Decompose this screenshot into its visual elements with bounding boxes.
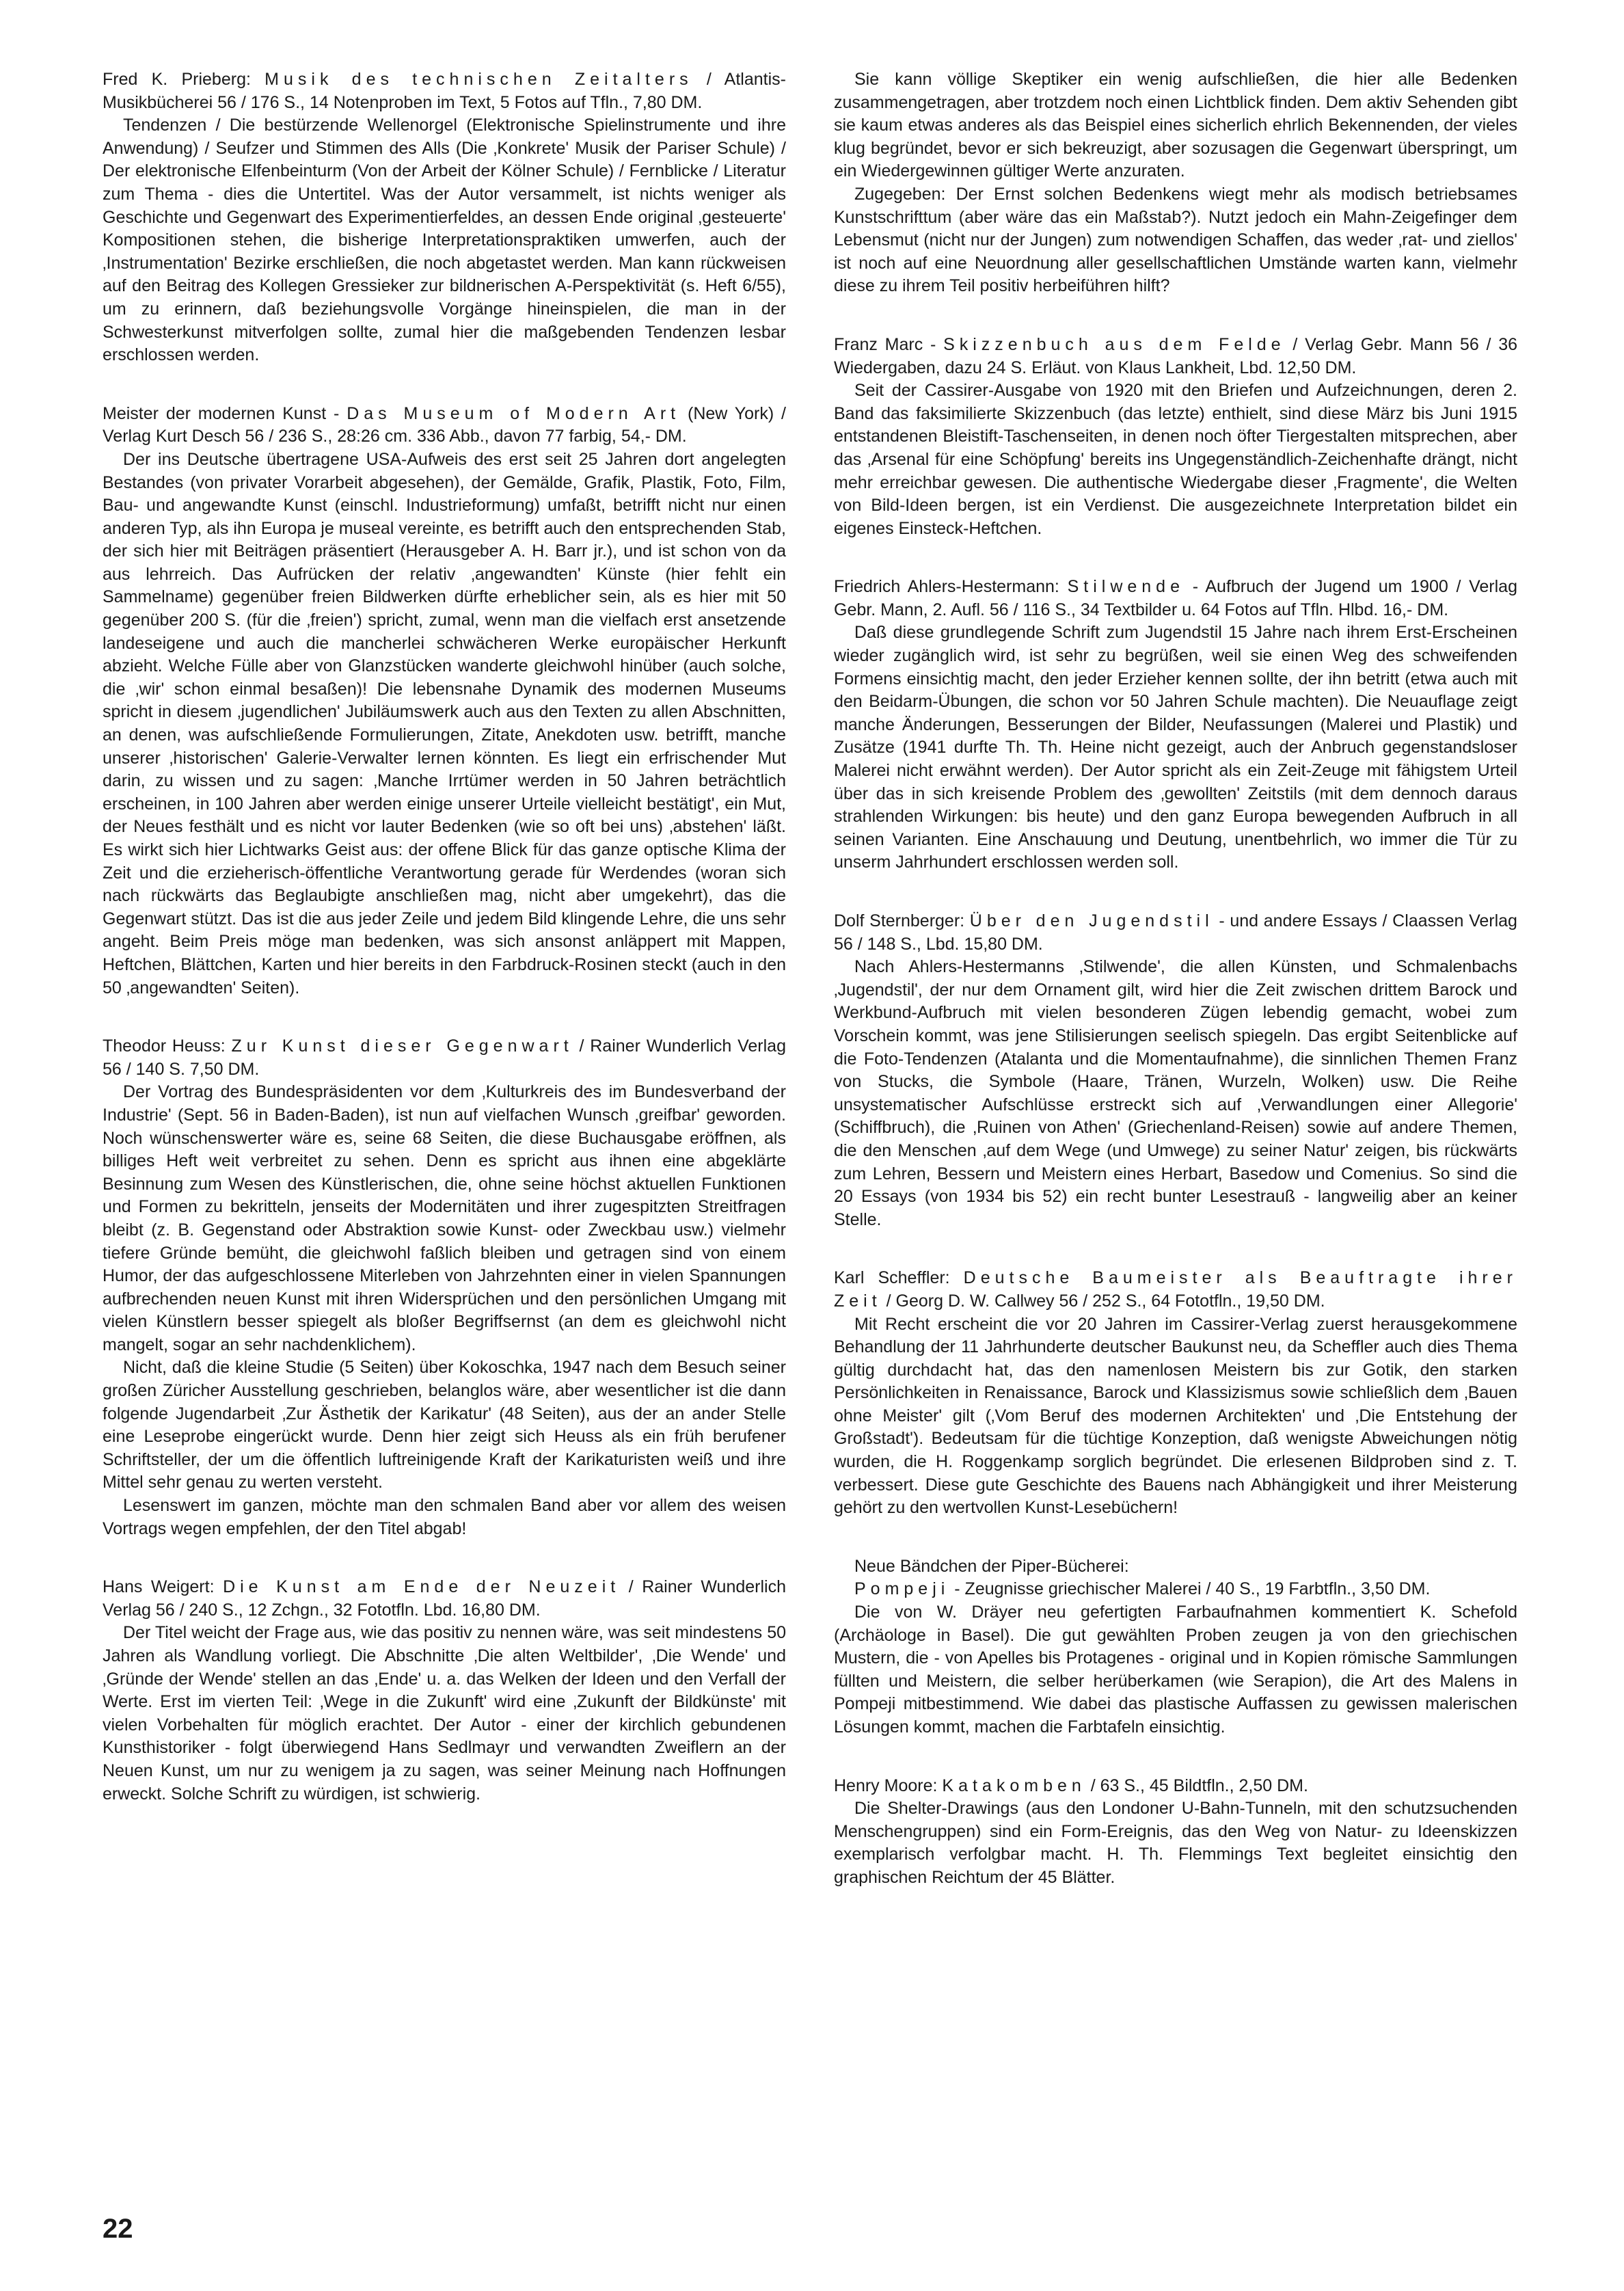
review-heading bbox=[834, 1775, 1517, 1798]
review-paragraph: Der Vortrag des Bundespräsidenten vor dem ‚Kulturkreis des im Bundesverband der Industrie' (Sept. 56 in Baden-Baden), ist nun auf vielfachen Wunsch ‚greifbar' geworden. Noch wünschenswerter wäre es, seine 68 Seiten, die diese Buchausgabe eröffnen, als billiges Heft weit verbreitet zu sehen. Denn es spricht aus ihnen eine abgeklärte Besinnung zum Wesen des Künstlerischen, die, ohne seine höchst aktuellen Funktionen und Formen zu bekritteln, jenseits der Modernitäten und ihrer zugespitzten Streitfragen bleibt (z. B. Gegenstand oder Abstraktion sowie Kunst- oder Zweckbau usw.) vielmehr tiefere Gründe bemüht, die gleichwohl faßlich bleiben und getragen sind von einem Humor, der das aufgeschlossene Miterleben von Jahrzehnten einer in vielen Spannungen aufbrechenden neuen Kunst mit ihren Widersprüchen und den persönlichen Umgang mit vielen Künstlern besser spiegelt als bloßer Begriffsernst (an dem es gleichwohl nicht mangelt, sogar an sehr nachdenklichem). bbox=[103, 1082, 786, 1354]
review-heading bbox=[834, 576, 1517, 621]
review-entry bbox=[834, 68, 1517, 298]
review-publisher: (New York) / Verlag Kurt Desch 56 / 236 S., 28:26 cm. 336 Abb., davon 77 farbig, 54,- DM. bbox=[103, 403, 786, 446]
review-title: Skizzenbuch aus dem Felde bbox=[943, 334, 1286, 354]
review-entry bbox=[834, 910, 1517, 1231]
page-number: 22 bbox=[103, 2214, 133, 2244]
review-publisher: - Aufbruch der Jugend um 1900 / Verlag Gebr. Mann, 2. Aufl. 56 / 116 S., 34 Textbilder u. 64 Fotos auf Tfln. Hlbd. 16,- DM. bbox=[834, 577, 1517, 619]
right-column bbox=[834, 68, 1517, 1925]
review-paragraph: Nicht, daß die kleine Studie (5 Seiten) über Kokoschka, 1947 nach dem Besuch seiner großen Züricher Ausstellung geschrieben, belanglos wäre, aber wesentlicher ist die dann folgende Jugendarbeit ‚Zur Ästhetik der Karikatur' (48 Seiten), aus der an ander Stelle eine Leseprobe eingerückt wurde. Denn hier zeigt sich Heuss als ein früh berufener Schriftsteller, der um die öffentlich luftreinigende Kraft der Karikaturisten weiß und ihre Mittel sehr genau zu werten versteht. bbox=[103, 1358, 786, 1492]
review-author: Friedrich Ahlers-Hestermann: bbox=[834, 577, 1059, 597]
review-publisher: / Rainer Wunderlich Verlag 56 / 240 S., 12 Zchgn., 32 Fototfln. Lbd. 16,80 DM. bbox=[103, 1577, 787, 1620]
review-publisher: - und andere Essays / Claassen Verlag 56 / 148 S., Lbd. 15,80 DM. bbox=[834, 911, 1517, 954]
review-entry bbox=[103, 1576, 786, 1806]
review-heading bbox=[834, 334, 1517, 379]
review-heading bbox=[834, 1578, 1517, 1601]
review-author: Hans Weigert: bbox=[103, 1577, 215, 1597]
review-publisher: / Rainer Wunderlich Verlag 56 / 140 S. 7,50 DM. bbox=[103, 1036, 786, 1079]
review-title: Stilwende bbox=[1067, 577, 1185, 597]
review-author: Theodor Heuss: bbox=[103, 1036, 226, 1056]
review-author: Fred K. Prieberg: bbox=[103, 70, 251, 89]
review-paragraph: Daß diese grundlegende Schrift zum Jugendstil 15 Jahre nach ihrem Erst-Erscheinen wieder zugänglich wird, ist sehr zu begrüßen, weil sie einen Weg des schweifenden Formens einsichtig macht, den jeder Erzieher kennen sollte, der ihn betritt (etwa auch mit den Beidarm-Übungen, die schon vor 50 Jahren Schule machten). Die Neuauflage zeigt manche Änderungen, Besserungen der Bilder, Neufassungen (Malerei und Plastik) und Zusätze (1941 durfte Th. Th. Heine nicht gezeigt, auch der Anbruch gegenstandsloser Malerei nicht erwähnt werden). Der Autor spricht als ein Zeit-Zeuge mit fähigstem Urteil über das in sich kreisende Problem des ‚gewollten' Zeitstils (mit dem dennoch daraus strahlenden Wirkungen: bis heute) und den ganz Europa bewegenden Aufbruch in all seinen Varianten. Eine Anschauung und Deutung, unentbehrlich, wo immer die Tür zu unserm Jahrhundert erschlossen werden soll. bbox=[834, 623, 1517, 872]
review-entry bbox=[834, 1267, 1517, 1520]
review-author: Franz Marc - bbox=[834, 334, 936, 354]
review-author: Karl Scheffler: bbox=[834, 1268, 950, 1288]
review-title: Zur Kunst dieser Gegenwart bbox=[231, 1036, 573, 1056]
review-entry bbox=[834, 576, 1517, 874]
review-entry bbox=[834, 1555, 1517, 1739]
review-publisher: / 63 S., 45 Bildtfln., 2,50 DM. bbox=[1090, 1776, 1308, 1795]
review-paragraph: Sie kann völlige Skeptiker ein wenig aufschließen, die hier alle Bedenken zusammengetragen, aber trotzdem noch einen Lichtblick finden. Dem aktiv Sehenden gibt sie kaum etwas anderes als das Beispiel eines sicherlich ehrlich Bekennenden, der vieles klug begründet, bevor er sich bekreuzigt, aber sozusagen die Gegenwart überspringt, um ein Wiedergewinnen gültiger Werte anzuraten. bbox=[834, 70, 1517, 181]
review-paragraph: Der ins Deutsche übertragene USA-Aufweis des erst seit 25 Jahren dort angelegten Bestandes (von privater Vorarbeit abgesehen), der Gemälde, Grafik, Plastik, Foto, Film, Bau- und angewandte Kunst (einschl. Industrieformung) umfaßt, betrifft nicht nur einen anderen Typ, als ihn Europa je museal vereinte, es betrifft auch den entsprechenden Stab, der sich hier mit Beiträgen präsentiert (Herausgeber A. H. Barr jr.), und ist schon von da aus lehrreich. Das Aufrücken der relativ ‚angewandten' Künste (hier fehlt ein Sammelname) gegenüber freien Bildwerken dürfte erheblicher sein, als es hier mit 50 gegenüber 200 S. (für die ‚freien') spricht, zumal, wenn man die vielfach erst ansetzende landeseigene und auch die mancherlei schwächeren Werke europäischer Herkunft abzieht. Welche Fülle aber von Glanzstücken wanderte gleichwohl hinüber (auch solche, die ‚wir' schon einmal besaßen)! Die lebensnahe Dynamik des modernen Museums spricht in diesem ‚jugendlichen' Jubiläumswerk auch aus den Texten zu allen Abschnitten, an denen, was aufschließende Formulierungen, Zitate, Anekdoten usw. betrifft, manche unserer ‚historischen' Galerie-Verwalter lernen könnten. Es liegt ein erfrischender Mut darin, zu wissen und zu sagen: ‚Manche Irrtümer werden in 50 Jahren beträchtlich erscheinen, in 100 Jahren aber werden einige unserer Urteile vielleicht bestätigt', ein Mut, der Neues festhält und es nicht vor lauter Bedenken (wie so oft bei uns) ‚abstehen' läßt. Es wirkt sich hier Lichtwarks Geist aus: der offene Blick für das ganze optische Klima der Zeit und die erzieherisch-öffentliche Verantwortung gerade für Werdendes (woran sich nach rückwärts das Beglaubigte anschließen mag, nicht aber umgekehrt), das die Gegenwart stützt. Das ist die aus jeder Zeile und jedem Bild klingende Lehre, die uns sehr angeht. Beim Preis möge man bedenken, was sich ansonst anläppert mit Mappen, Heftchen, Blättchen, Karten und hier bereits in den Farbdruck-Rosinen steckt (auch in den 50 ‚angewandten' Seiten). bbox=[103, 449, 786, 997]
review-paragraph: Die von W. Dräyer neu gefertigten Farbaufnahmen kommentiert K. Schefold (Archäologe in Basel). Die gut gewählten Proben zeugen ja von den griechischen Mustern, die - von Apelles bis Protagenes - original und in Kopien römische Sammlungen füllten und Meistern, die selber herüberkamen (wie Serapion), die Art des Malens in Pompeji mitbestimmend. Wie dabei das plastische Auffassen zu gewissen malerischen Lösungen kommt, machen die Farbtafeln einsichtig. bbox=[834, 1603, 1517, 1737]
review-paragraph: Zugegeben: Der Ernst solchen Bedenkens wiegt mehr als modisch betriebsames Kunstschrifttum (aber wäre das ein Maßstab?). Nutzt jedoch ein Mahn-Zeigefinger dem Lebensmut (nicht nur der Jungen) zum notwendigen Schaffen, das weder ‚rat- und ziellos' ist noch auf eine Neuordnung aller gesellschaftlichen Umstände warten kann, vielmehr diese zu ihrem Teil positiv herbeiführen hilft? bbox=[834, 184, 1517, 296]
review-heading bbox=[834, 910, 1517, 956]
review-publisher: / Verlag Gebr. Mann 56 / 36 Wiedergaben, dazu 24 S. Erläut. von Klaus Lankheit, Lbd. 12,50 DM. bbox=[834, 334, 1517, 377]
review-paragraph: Der Titel weicht der Frage aus, wie das positiv zu nennen wäre, was seit mindestens 50 Jahren als Wandlung vorliegt. Die Abschnitte ‚Die alten Weltbilder', ‚Die Wende' und ‚Gründe der Wende' stellen an das ‚Ende' u. a. das Welken der Ideen und den Verfall der Werte. Erst im vierten Teil: ‚Wege in die Zukunft' wird eine ‚Zukunft der Bildkünste' mit vielen Vorbehalten für möglich erachtet. Der Autor - einer der kirchlich gebundenen Kunsthistoriker - folgt überwiegend Hans Sedlmayr und verwandten Zweiflern an der Neuen Kunst, um nur zu wenigem ja zu sagen, was seiner Meinung nach Hoffnungen erweckt. Solche Schrift zu würdigen, ist schwierig. bbox=[103, 1623, 786, 1804]
review-paragraph: Tendenzen / Die bestürzende Wellenorgel (Elektronische Spielinstrumente und ihre Anwendung) / Seufzer und Stimmen des Alls (Die ‚Konkrete' Musik der Pariser Schule) / Der elektronische Elfenbeinturm (Von der Arbeit der Kölner Schule) / Fernblicke / Literatur zum Thema - dies die Untertitel. Was der Autor versammelt, ist nichts weniger als Geschichte und Gegenwart des Experimentierfeldes, an dessen Ende original ‚gesteuerte' Kompositionen stehen, die bisherige Interpretationspraktiken umwerfen, auch der ‚Instrumentation' Bezirke erschließen, die noch abgetastet werden. Man kann rückweisen auf den Beitrag des Kollegen Gressieker zur bildnerischen A-Perspektivität (s. Heft 6/55), um zu erinnern, daß beziehungsvolle Vorgänge hineinspielen, die man in der Schwesterkunst mitverfolgen sollte, zumal hier die maßgebenden Tendenzen lesbar erschlossen werden. bbox=[103, 116, 786, 365]
review-entry bbox=[103, 1035, 786, 1540]
review-author: Dolf Sternberger: bbox=[834, 911, 965, 930]
review-heading bbox=[834, 1267, 1517, 1313]
review-title: Deutsche Baumeister als Beauftragte ihrer Zeit bbox=[834, 1268, 1517, 1311]
left-column bbox=[103, 68, 786, 1841]
review-publisher: / Georg D. W. Callwey 56 / 252 S., 64 Fototfln., 19,50 DM. bbox=[886, 1291, 1325, 1311]
review-paragraph: Seit der Cassirer-Ausgabe von 1920 mit den Briefen und Aufzeichnungen, deren 2. Band das faksimilierte Skizzenbuch (das letzte) enthielt, sind diese März bis Juni 1915 entstandenen Bleistift-Taschenseiten, in denen noch öfter Tiergestalten mitsprechen, aber das ‚Arsenal für eine Schöpfung' bereits ins Ungegenständlich-Zeichenhafte drängt, nicht mehr erreichbar gewesen. Die authentische Wiedergabe dieser ‚Fragmente', die Welten von Bild-Ideen bergen, ist ein Verdienst. Die ausgezeichnete Interpretation bildet ein eigenes Einsteck-Heftchen. bbox=[834, 381, 1517, 538]
review-title: Katakomben bbox=[942, 1776, 1086, 1795]
review-author: Henry Moore: bbox=[834, 1776, 938, 1795]
series-intro: Neue Bändchen der Piper-Bücherei: bbox=[854, 1556, 1129, 1576]
review-heading bbox=[103, 68, 786, 114]
review-title: Pompeji bbox=[854, 1579, 950, 1599]
review-title: Musik des technischen Zeitalters bbox=[265, 70, 693, 89]
review-heading bbox=[103, 403, 786, 448]
review-title: Die Kunst am Ende der Neuzeit bbox=[223, 1577, 621, 1597]
review-paragraph: Lesenswert im ganzen, möchte man den schmalen Band aber vor allem des weisen Vortrags wegen empfehlen, der den Titel abgab! bbox=[103, 1496, 786, 1538]
review-author: Meister der modernen Kunst - bbox=[103, 403, 340, 423]
review-heading bbox=[103, 1576, 786, 1622]
review-paragraph: Nach Ahlers-Hestermanns ‚Stilwende', die allen Künsten, und Schmalenbachs ‚Jugendstil', der nur dem Ornament gilt, wird hier die Zeit zwischen drittem Barock und Werkbund-Aufbruch mit vielen besonderen Zügen lebendig gemacht, wobei zum Vorschein kommt, was jene Stilisierungen seelisch spiegeln. Das ergibt Seitenblicke auf die Foto-Tendenzen (Atalanta und die Momentaufnahme), die sinnlichen Themen Franz von Stucks, die Symbole (Haare, Tränen, Wurzeln, Wolken) usw. Die Reihe unsystematischer Aufschlüsse erstreckt sich auf ‚Verwandlungen einer Allegorie' (Schiffbruch), die ‚Ruinen von Athen' (Griechenland-Reisen) sowie auf andere Themen, die den Menschen ‚auf dem Wege (und Umwege) zu seiner Natur' zeigen, bis rückwärts zum Lehren, Bessern und Meistern eines Herbart, Basedow und Comenius. So sind die 20 Essays (von 1934 bis 52) ein recht bunter Lesestrauß - langweilig aber an keiner Stelle. bbox=[834, 957, 1517, 1229]
review-entry bbox=[103, 68, 786, 367]
review-entry bbox=[834, 1775, 1517, 1890]
review-title: Das Museum of Modern Art bbox=[347, 403, 681, 423]
review-publisher: - Zeugnisse griechischer Malerei / 40 S., 19 Farbtfln., 3,50 DM. bbox=[954, 1579, 1431, 1599]
review-paragraph: Die Shelter-Drawings (aus den Londoner U-Bahn-Tunneln, mit den schutzsuchenden Menschengruppen) sind ein Form-Ereignis, das den Weg von Natur- zu Ideenskizzen exemplarisch verfolgbar macht. H. Th. Flemmings Text begleitet einsichtig den graphischen Reichtum der 45 Blätter. bbox=[834, 1799, 1517, 1887]
review-title: Über den Jugendstil bbox=[969, 911, 1214, 930]
review-heading bbox=[103, 1035, 786, 1081]
review-entry bbox=[103, 403, 786, 1000]
review-paragraph: Mit Recht erscheint die vor 20 Jahren im Cassirer-Verlag zuerst herausgekommene Behandlung der 11 Jahrhunderte deutscher Baukunst neu, da Scheffler auch dies Thema gültig durchdacht hat, das den namenlosen Meistern bis zur Gotik, den starken Persönlichkeiten in Renaissance, Barock und Klassizismus sowie schließlich dem ‚Bauen ohne Meister' gilt (‚Vom Beruf des modernen Architekten' und ‚Die Entstehung der Großstadt'). Bedeutsam für die tüchtige Konzeption, daß wenigste Abweichungen nötig wurden, die H. Roggenkamp sorglich begründet. Die erlesenen Bildproben sind z. T. verbessert. Diese gute Geschichte des Bauens nach Abhängigkeit und ihrer Meisterung gehört zu den wertvollen Kunst-Lesebüchern! bbox=[834, 1314, 1517, 1518]
review-publisher: / Atlantis-Musikbücherei 56 / 176 S., 14 Notenproben im Text, 5 Fotos auf Tfln., 7,80 DM. bbox=[103, 70, 786, 112]
review-entry bbox=[834, 334, 1517, 540]
